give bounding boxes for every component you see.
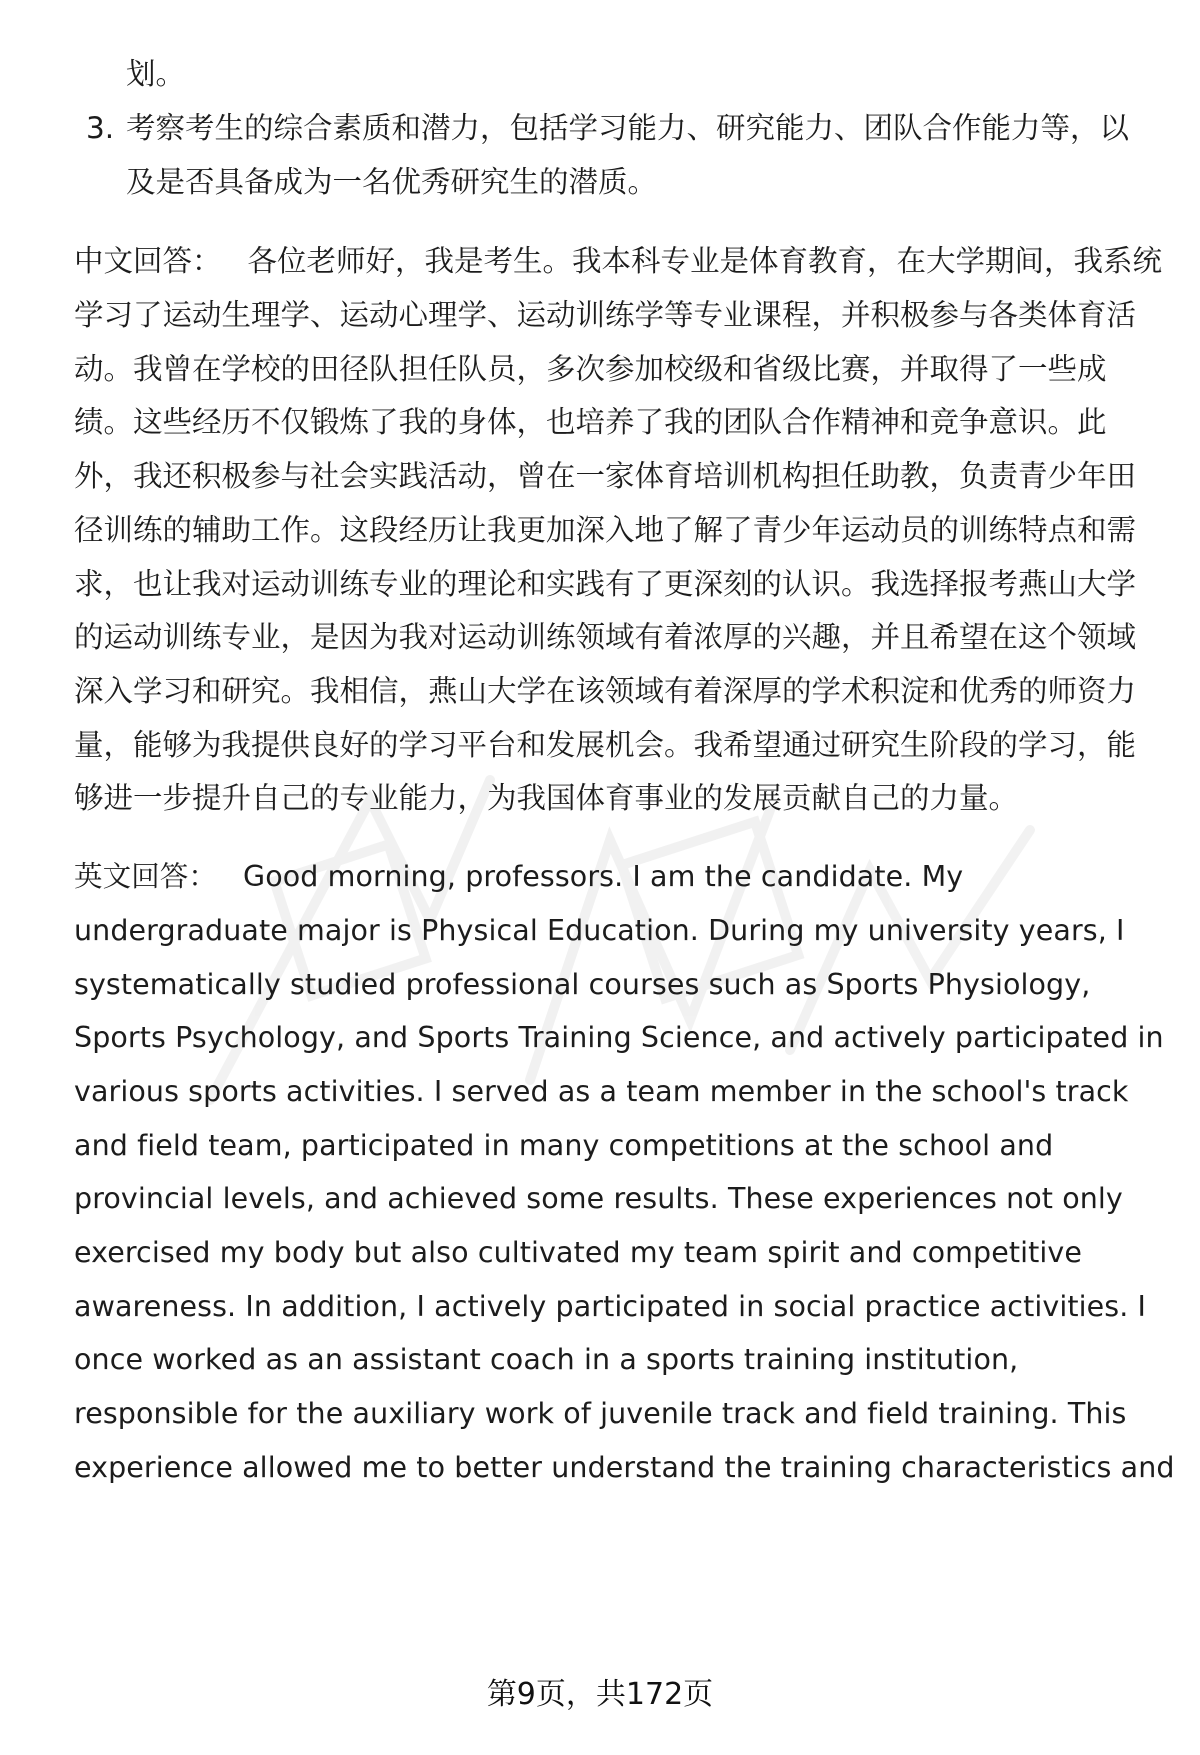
english-answer-label: 英文回答： <box>74 860 218 893</box>
english-answer-line: undergraduate major is Physical Education. During my university years, I <box>74 914 1125 947</box>
chinese-answer-line <box>74 241 1162 281</box>
chinese-answer-line: 学习了运动生理学、运动心理学、运动训练学等专业课程，并积极参与各类体育活 <box>74 298 1137 332</box>
english-answer-line: responsible for the auxiliary work of juvenile track and field training. This <box>74 1397 1127 1430</box>
chinese-answer-line: 绩。这些经历不仅锻炼了我的身体，也培养了我的团队合作精神和竞争意识。此 <box>74 405 1107 439</box>
english-answer-text: Good morning, professors. I am the candidate. My <box>243 860 964 893</box>
chinese-answer-line: 外，我还积极参与社会实践活动，曾在一家体育培训机构担任助教，负责青少年田 <box>74 459 1137 493</box>
english-answer-line <box>74 857 963 897</box>
chinese-answer-line: 径训练的辅助工作。这段经历让我更加深入地了解了青少年运动员的训练特点和需 <box>74 513 1137 547</box>
list-item-3-line-2: 及是否具备成为一名优秀研究生的潜质。 <box>126 165 658 199</box>
list-item-2-tail: 划。 <box>126 57 186 91</box>
english-answer-line: and field team, participated in many competitions at the school and <box>74 1129 1054 1162</box>
chinese-answer-text: 各位老师好，我是考生。我本科专业是体育教育，在大学期间，我系统 <box>247 244 1163 278</box>
english-answer-line: exercised my body but also cultivated my team spirit and competitive <box>74 1236 1083 1269</box>
english-answer-line: experience allowed me to better understand the training characteristics and <box>74 1451 1175 1484</box>
chinese-answer-line: 深入学习和研究。我相信，燕山大学在该领域有着深厚的学术积淀和优秀的师资力 <box>74 674 1137 708</box>
english-answer-line: provincial levels, and achieved some results. These experiences not only <box>74 1182 1123 1215</box>
list-item-3-number: 3. <box>86 111 115 145</box>
english-answer-line: various sports activities. I served as a team member in the school's track <box>74 1075 1129 1108</box>
english-answer-line: Sports Psychology, and Sports Training Science, and actively participated in <box>74 1021 1164 1054</box>
chinese-answer-label: 中文回答： <box>74 244 222 278</box>
list-item-3-line-1: 考察考生的综合素质和潜力，包括学习能力、研究能力、团队合作能力等，以 <box>126 111 1130 145</box>
english-answer-line: systematically studied professional courses such as Sports Physiology, <box>74 968 1091 1001</box>
chinese-answer-line: 求，也让我对运动训练专业的理论和实践有了更深刻的认识。我选择报考燕山大学 <box>74 567 1137 601</box>
chinese-answer-line: 量，能够为我提供良好的学习平台和发展机会。我希望通过研究生阶段的学习，能 <box>74 728 1137 762</box>
chinese-answer-line: 的运动训练专业，是因为我对运动训练领域有着浓厚的兴趣，并且希望在这个领域 <box>74 620 1137 654</box>
english-answer-line: awareness. In addition, I actively participated in social practice activities. I <box>74 1290 1147 1323</box>
chinese-answer-line: 够进一步提升自己的专业能力，为我国体育事业的发展贡献自己的力量。 <box>74 781 1019 815</box>
page-indicator: 第9页，共172页 <box>486 1677 714 1712</box>
english-answer-line: once worked as an assistant coach in a sports training institution, <box>74 1343 1019 1376</box>
chinese-answer-line: 动。我曾在学校的田径队担任队员，多次参加校级和省级比赛，并取得了一些成 <box>74 352 1107 386</box>
